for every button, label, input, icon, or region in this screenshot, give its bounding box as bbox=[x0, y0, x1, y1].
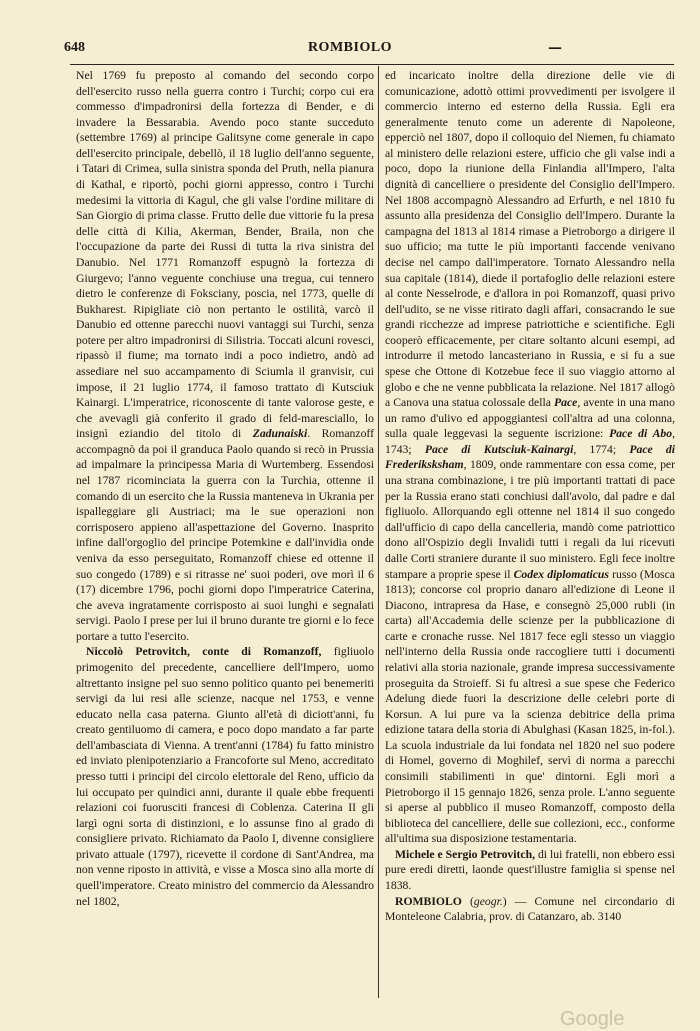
text-run: Nel 1769 fu preposto al comando del secondo corpo dell'esercito russo nella guerra contro i Turchi; corpo cui era commesso d'impadronirsi della fortezza di Bender, e di invadere la Bessarabia. Avendo poco stante succeduto (settembre 1769) al principe Galitsyne come generale in capo dell'esercito principale, debellò, il 18 luglio dell'anno seguente, i Tatari di Crimea, sulla sinistra sponda del Pruth, nella pianura di Kathal, e riportò, pochi giorni appresso, contro i Turchi medesimi la vittoria di Kagul, che gli valse l'ordine militare di San Giorgio di prima classe. Frutto delle due vittorie fu la presa delle città di Kilia, Akerman, Bender, Braila, non che l'occupazione da parte dei Russi di tutta la riva sinistra del Danubio. Nel 1771 Romanzoff espugnò la fortezza di Giurgevo; l'anno veguente conchiuse una tregua, cui tennero dietro le conferenze di Foksciany, poscia, nel 1773, quelle di Bukharest. Ripigliate ciò non pertanto le ostilità, varcò il Danubio ed ottenne parecchi nuovi vantaggi sui Turchi, senza potere per altro impadronirsi di Silistria. Toccati alcuni rovesci, ripassò il fiume; ma tornato indi a poco indietro, andò ad assediare nel suo accampamento di Sciumla il granvisir, cui impose, il 21 luglio 1774, il famoso trattato di Kutsciuk Kainargi. L'imperatrice, riconoscente di tante valorose geste, e che avevagli già conferito il grado di feld-maresciallo, lo insignì eziandio del titolo di bbox=[76, 69, 374, 441]
inscription-frederiksksham: Pace di Frederiksksham bbox=[385, 442, 676, 472]
page-number: 648 bbox=[64, 40, 85, 55]
paragraph-michele-sergio bbox=[385, 847, 675, 894]
running-title: ROMBIOLO bbox=[307, 40, 393, 55]
column-divider bbox=[378, 66, 379, 998]
right-column bbox=[385, 68, 675, 925]
text-run: , 1809, onde rammentare con essa come, per una strana combinazione, i tre più importanti trattati di pace per la Russia erano stati conchiusi dall'avolo, dal padre e dal figliuolo. Allorquando egli ottenne nel 1814 il suo congedo dall'ufficio di capo della cancelleria, mandò come patriottico dono all'Ospizio degli Invalidi tutti i regali da lui ricevuti dalle Corti straniere durante il suo ministero. Egli fece inoltre stampare a proprie spese il bbox=[385, 458, 675, 581]
inscription-kainargi: Pace di Kutsciuk-Kainargi bbox=[424, 442, 574, 456]
inscription-abo: Pace di Abo bbox=[609, 427, 673, 441]
header-dash: — bbox=[548, 40, 562, 56]
text-run: ed incaricato inoltre della direzione delle vie di comunicazione, adottò ottimi provvedimenti per isvolgere il commercio interno ed esterno della Russia. Egli era generalmente tenuto come un aderente di Napoleone, epperciò nel 1807, dopo il colloquio del Niemen, fu chiamato al ministero delle relazioni estere, ufficio che gli valse indi a poco, dopo la riunione della Finlandia all'Impero, l'alta dignità di cancelliere o presidente del Consiglio dell'Impero. Nel 1808 accompagnò Alessandro ad Erfurth, e nel 1810 fu assunto alla presidenza del Consiglio dell'Impero. Durante la campagna del 1813 al 1814 rimase a Pietroborgo a dirigere il suo ufficio; ma tutte le più importanti faccende venivano decise nel campo dall'imperatore. Tornato Alessandro nella sua capitale (1814), diede il portafoglio delle relazioni estere al conte Nesselrode, e d'allora in poi Romanzoff, quasi privo dell'udito, se ne visse ritirato dagli affari, consacrando le sue grandi ricchezze ad imprese patriottiche e scientifiche. Egli cooperò efficacemente, per citare soltanto alcuni esempi, ad introdurre il metodo lancasteriano in Russia, e si fu a sue spese che Ottone di Kotzebue fece il suo viaggio attorno al globo e che ne venne pubblicata la relazione. Nel 1817 allogò a Canova una statua colossale della bbox=[385, 69, 675, 410]
title-zadunaiski: Zadunaiski bbox=[252, 427, 308, 441]
text-run: di lui fratelli, non ebbero essi pure eredi diretti, laonde quest'illustre famiglia si spense nel 1838. bbox=[385, 847, 676, 893]
text-run: , 1743; bbox=[385, 427, 675, 456]
text-run: . Romanzoff accompagnò da poi il granduca Paolo quando si recò in Prussia ad impalmare la principessa Maria di Wurtemberg. Essendosi nel 1787 ricominciata la guerra con la Turchia, ottenne il comando di un esercito che la Russia manteneva in Ukrania per ispalleggiare gli Austriaci; ma le sue operazioni non corrisposero appieno all'aspettazione del Governo. Inasprito infine dall'orgoglio del principe Potemkine e dall'invidia onde veniva da esso perseguitato, Romanzoff chiese ed ottenne il suo congedo (1789) e si ritrasse ne' suoi poderi, ove morì il 6 (17) dicembre 1796, pochi giorni dopo l'imperatrice Caterina, che aveva ingratamente corrisposto ai suoi lunghi e segnalati servigi. Paolo I prese per lui il bruno durante tre giorni e lo fece portare a tutto l'esercito. bbox=[76, 427, 374, 643]
text-run: figliuolo primogenito del precedente, cancelliere dell'Impero, uomo altrettanto insigne pel suo senno politico quanto pei benemeriti servigi da lui resi alle scienze, nacque nel 1753, e venne educato nella casa paterna. Giunto all'età di diciott'anni, fu creato gentiluomo di camera, e poco dopo mandato a far parte dell'ambasciata di Vienna. A trent'anni (1784) fu fatto ministro ed inviato plenipotenziario a Francoforte sul Meno, accreditato presso tutti i principi del circolo elettorale del Reno, ufficio da lui occupato per quindici anni, durante il quale ebbe frequenti relazioni coi fuorusciti francesi di Coblenza. Caterina II gli largì ogni sorta di distinzioni, e lo assunse fino al grado di consigliere privato. Richiamato da Paolo I, divenne consigliere privato attuale (1797), ricevette il cordone di Sant'Andrea, ma non venne riposto in attività, e visse a Mosca sino alla morte di quell'imperatore. Creato ministro del commercio da Alessandro nel 1802, bbox=[76, 645, 374, 908]
text-run: , avente in una mano un ramo d'ulivo ed appoggiantesi coll'altra ad una colonna, sulla quale leggevasi la seguente iscrizione: bbox=[385, 396, 675, 441]
header-rule bbox=[70, 64, 674, 65]
entry-headword-rombiolo: ROMBIOLO bbox=[395, 894, 462, 908]
text-run: — Comune nel circondario di Monteleone Calabria, prov. di Catanzaro, ab. 3140 bbox=[385, 894, 675, 924]
paragraph-romanzoff-campaigns bbox=[76, 68, 374, 644]
codex-title: Codex diplomaticus bbox=[513, 567, 609, 581]
entry-category: geogr. bbox=[473, 894, 503, 908]
entry-name-michele-sergio: Michele e Sergio Petrovitch, bbox=[395, 847, 536, 861]
page-header bbox=[0, 40, 700, 60]
text-run: russo (Mosca 1813); concorse col proprio danaro all'edizione di Leone il Diacono, intrapresa da Hase, e consegnò 25,000 rubli (in carta) all'Accademia delle scienze per la pubblicazione di carte e cronache russe. Nel 1817 fece egli stesso un viaggio nell'interno della Russia onde raccogliere tutti i documenti relativi alla storia nazionale, grande impresa successivamente proseguita da Stroieff. Si fu altresì a sue spese che Federico Adelung diede fuori la descrizione delle celebri porte di Korsun. A lui pure va la scienza debitrice della prima edizione tatara della storia di Abulghasi (Kasan 1825, in-fol.). La scuola industriale da lui fondata nel 1820 nel suo podere di Homel, governo di Moghilef, servì di norma a parecchi consimili stabilimenti in que' dintorni. Egli morì a Pietroborgo il 15 gennajo 1826, senza prole. L'anno seguente si aperse al pubblico il museo Romanzoff, composto della biblioteca del cancelliere, delle sue collezioni, ecc., conforme all'ultima sua disposizione testamentaria. bbox=[385, 567, 675, 846]
text-run: , 1774; bbox=[573, 442, 630, 456]
paragraph-niccolo bbox=[76, 644, 374, 909]
left-column bbox=[76, 68, 374, 909]
paragraph-niccolo-continued bbox=[385, 68, 675, 847]
watermark: Google bbox=[560, 1008, 625, 1030]
statue-title: Pace bbox=[554, 396, 578, 410]
entry-name-niccolo: Niccolò Petrovitch, conte di Romanzoff, bbox=[86, 645, 322, 659]
entry-rombiolo: ROMBIOLO (geogr.) — Comune nel circondario di Monteleone Calabria, prov. di Catanzaro, ab. 3140 bbox=[385, 894, 675, 924]
